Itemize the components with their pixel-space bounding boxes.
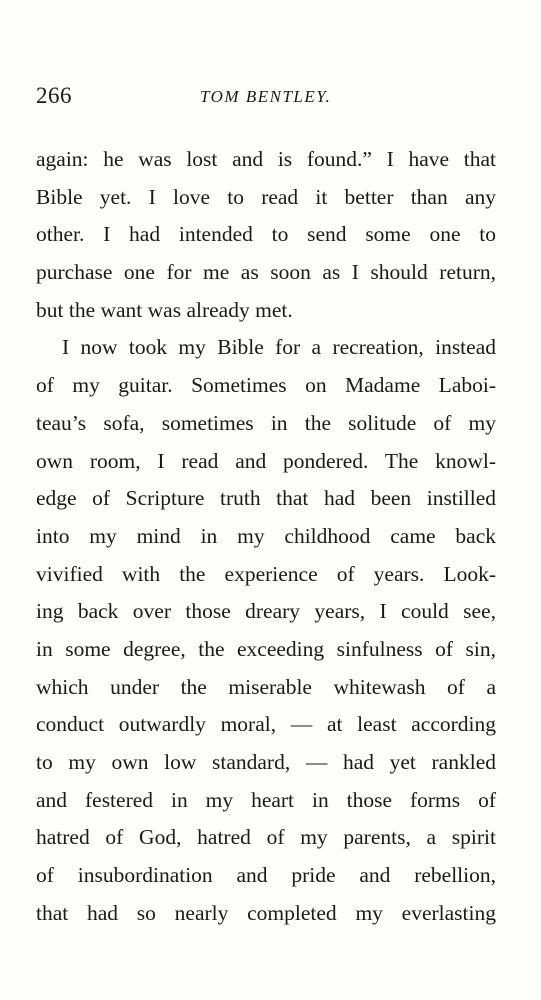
text-line: and festered in my heart in those forms of [36, 787, 496, 812]
text-line: again: he was lost and is found.” I have that [36, 147, 496, 171]
text-line: in some degree, the exceeding sinfulness of sin, [36, 636, 496, 661]
text-line: that had so nearly completed my everlasting [36, 900, 496, 925]
text-line: to my own low standard, — had yet rankled [36, 750, 496, 774]
body-text [36, 141, 496, 932]
text-line: ing back over those dreary years, I could see, [36, 599, 496, 624]
text-line: own room, I read and pondered. The knowl- [36, 448, 496, 473]
text-line: which under the miserable whitewash of a [36, 674, 496, 699]
text-line: conduct outwardly moral, — at least according [36, 712, 496, 737]
text-line: of my guitar. Sometimes on Madame Laboi- [36, 373, 496, 398]
text-line: vivified with the experience of years. Look- [36, 561, 496, 586]
text-line: of insubordination and pride and rebellion, [36, 863, 496, 888]
text-line: other. I had intended to send some one to [36, 222, 496, 247]
text-line: but the want was already met. [36, 297, 293, 322]
page-number: 266 [36, 83, 72, 108]
text-line: purchase one for me as soon as I should return, [36, 260, 496, 285]
text-line: I now took my Bible for a recreation, instead [62, 335, 496, 360]
text-line: hatred of God, hatred of my parents, a spirit [36, 825, 496, 850]
running-head: TOM BENTLEY. [200, 87, 332, 106]
page-header [36, 83, 496, 113]
text-line: Bible yet. I love to read it better than any [36, 184, 496, 209]
text-line: edge of Scripture truth that had been instilled [36, 486, 496, 511]
text-line: into my mind in my childhood came back [36, 523, 496, 548]
text-line: teau’s sofa, sometimes in the solitude of my [36, 410, 496, 435]
